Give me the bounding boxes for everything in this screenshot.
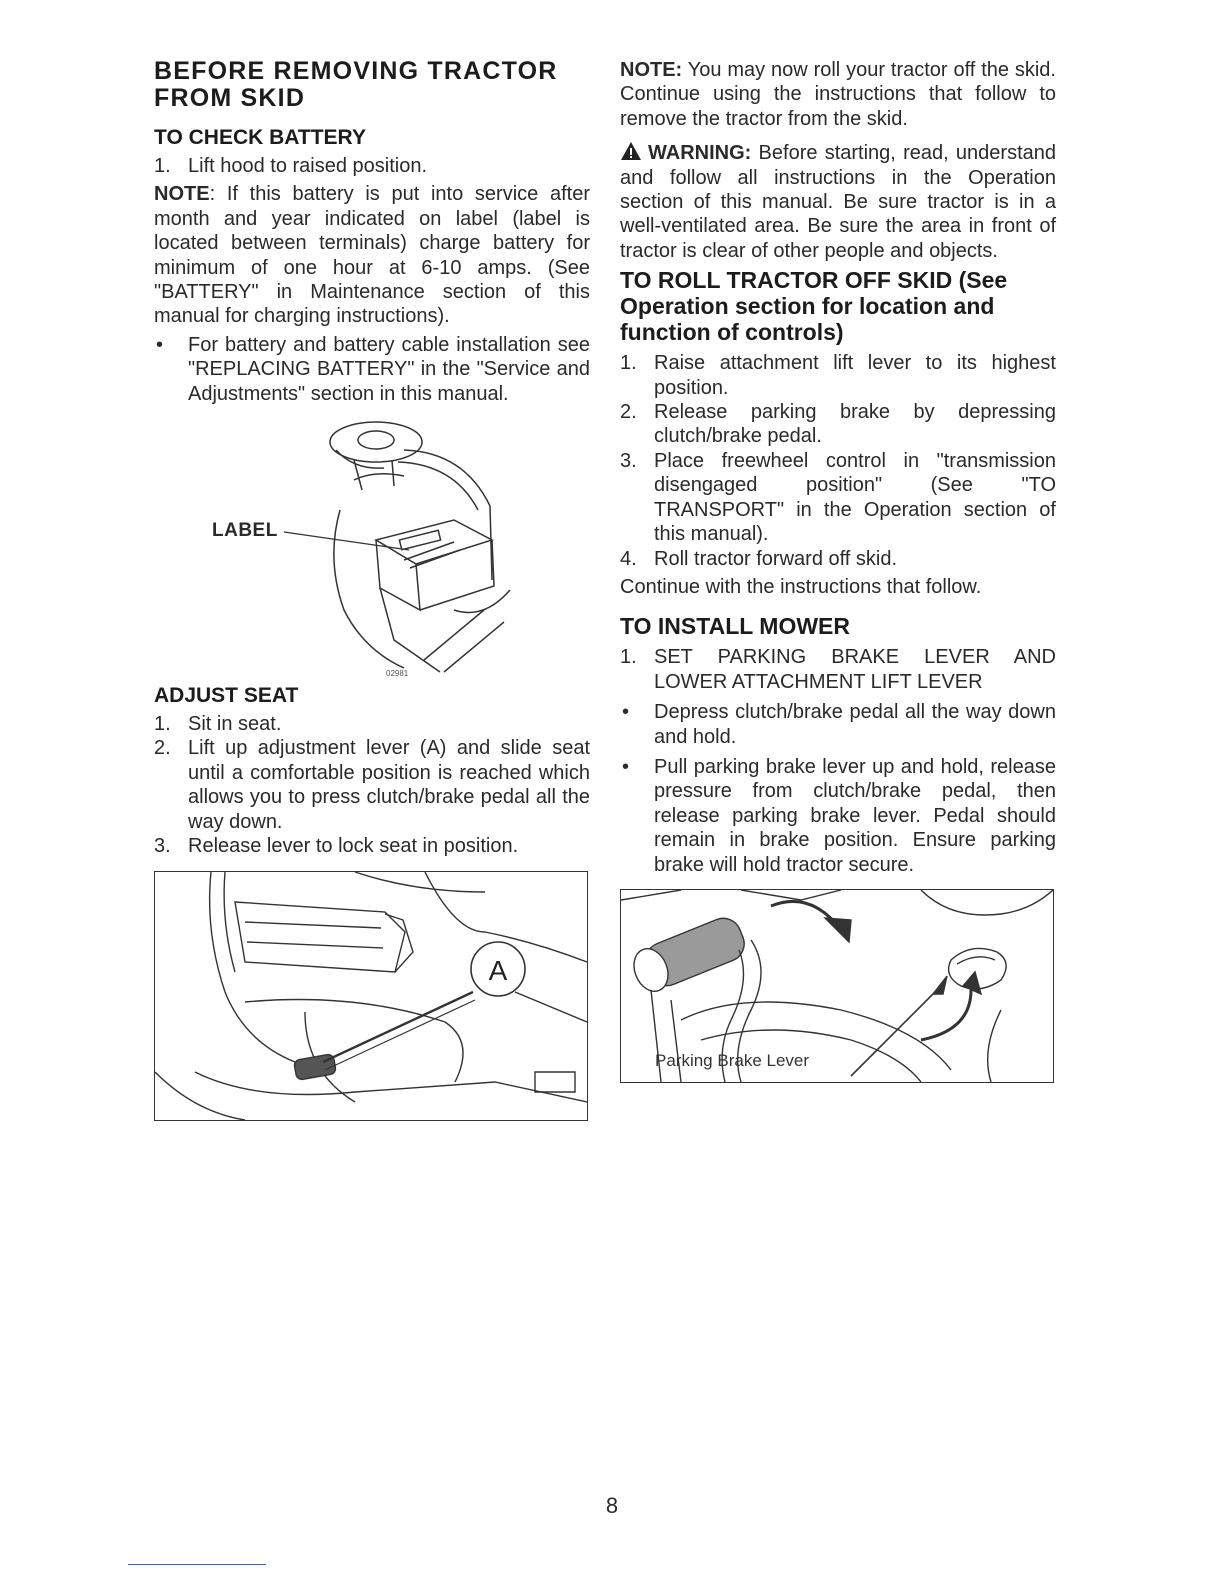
list-item: 2. Lift up adjustment lever (A) and slide seat until a comfortable position is reached which allows you to press clutch/brake pedal all the way down. <box>154 737 590 833</box>
seat-illustration <box>155 872 587 1120</box>
left-column <box>154 58 590 1121</box>
page-number: 8 <box>605 1493 619 1518</box>
bottom-rule <box>128 1564 266 1565</box>
brake-illustration <box>621 890 1053 1082</box>
seat-figure <box>154 871 588 1121</box>
battery-illustration <box>154 410 590 678</box>
callout-a: A <box>488 954 508 986</box>
figure-label: LABEL <box>212 520 278 542</box>
battery-note: NOTE: If this battery is put into service after month and year indicated on label (label is located between terminals) charge battery for minimum of one hour at 6-10 amps. (See "BATTERY" in Maintenance section of this manual for charging instructions). <box>154 183 590 328</box>
battery-steps <box>154 154 590 178</box>
skid-note: NOTE: You may now roll your tractor off the skid. Continue using the instructions that follow to remove the tractor from the skid. <box>620 59 1056 130</box>
list-item: 1. SET PARKING BRAKE LEVER AND LOWER ATTACHMENT LIFT LEVER <box>620 646 1056 693</box>
list-item: 2. Release parking brake by depressing clutch/brake pedal. <box>620 401 1056 448</box>
roll-steps <box>620 351 1056 571</box>
warning-paragraph: WARNING: Before starting, read, understand and follow all instructions in the Operation section of this manual. Be sure tractor is in a well-ventilated area. Be sure the area in front of tractor is clear of other people and objects. <box>620 142 1056 262</box>
list-item: • For battery and battery cable installation see "REPLACING BATTERY" in the "Service and Adjustments" section in this manual. <box>156 333 590 405</box>
roll-continue: Continue with the instructions that follow. <box>620 575 982 598</box>
brake-lever-label: Parking Brake Lever <box>655 1050 810 1070</box>
mower-heading: TO INSTALL MOWER <box>620 613 850 640</box>
list-item: 1. Sit in seat. <box>154 713 282 736</box>
note-label: NOTE <box>154 183 210 206</box>
list-item: 4. Roll tractor forward off skid. <box>620 547 898 570</box>
seat-steps <box>154 712 590 858</box>
figure-code: 02981 <box>386 669 409 679</box>
battery-figure <box>154 410 590 678</box>
mower-bullets <box>620 700 1056 877</box>
warning-icon <box>620 141 642 161</box>
roll-heading: TO ROLL TRACTOR OFF SKID (See Operation section for location and function of controls) <box>620 267 1008 346</box>
warning-label: WARNING: <box>648 142 752 165</box>
note-label: NOTE: <box>620 59 683 81</box>
section-title: BEFORE REMOVING TRACTOR FROM SKID <box>154 57 558 112</box>
mower-steps <box>620 645 1056 694</box>
battery-heading: TO CHECK BATTERY <box>154 126 366 149</box>
list-item: 3. Place freewheel control in "transmission disengaged position" (See "TO TRANSPORT" in the Operation section of this manual). <box>620 449 1056 546</box>
list-item: • Depress clutch/brake pedal all the way down and hold. <box>622 701 1056 748</box>
brake-figure <box>620 889 1054 1083</box>
list-item: 1. Raise attachment lift lever to its highest position. <box>620 352 1056 399</box>
right-column <box>620 58 1056 1083</box>
list-item: 3. Release lever to lock seat in position. <box>154 835 519 858</box>
seat-heading: ADJUST SEAT <box>154 684 299 708</box>
battery-bullets <box>154 333 590 406</box>
list-item: 1. Lift hood to raised position. <box>154 155 428 177</box>
list-item: • Pull parking brake lever up and hold, release pressure from clutch/brake pedal, then release parking brake lever. Pedal should remain in brake position. Ensure parking brake will hold tractor secure. <box>622 755 1056 876</box>
